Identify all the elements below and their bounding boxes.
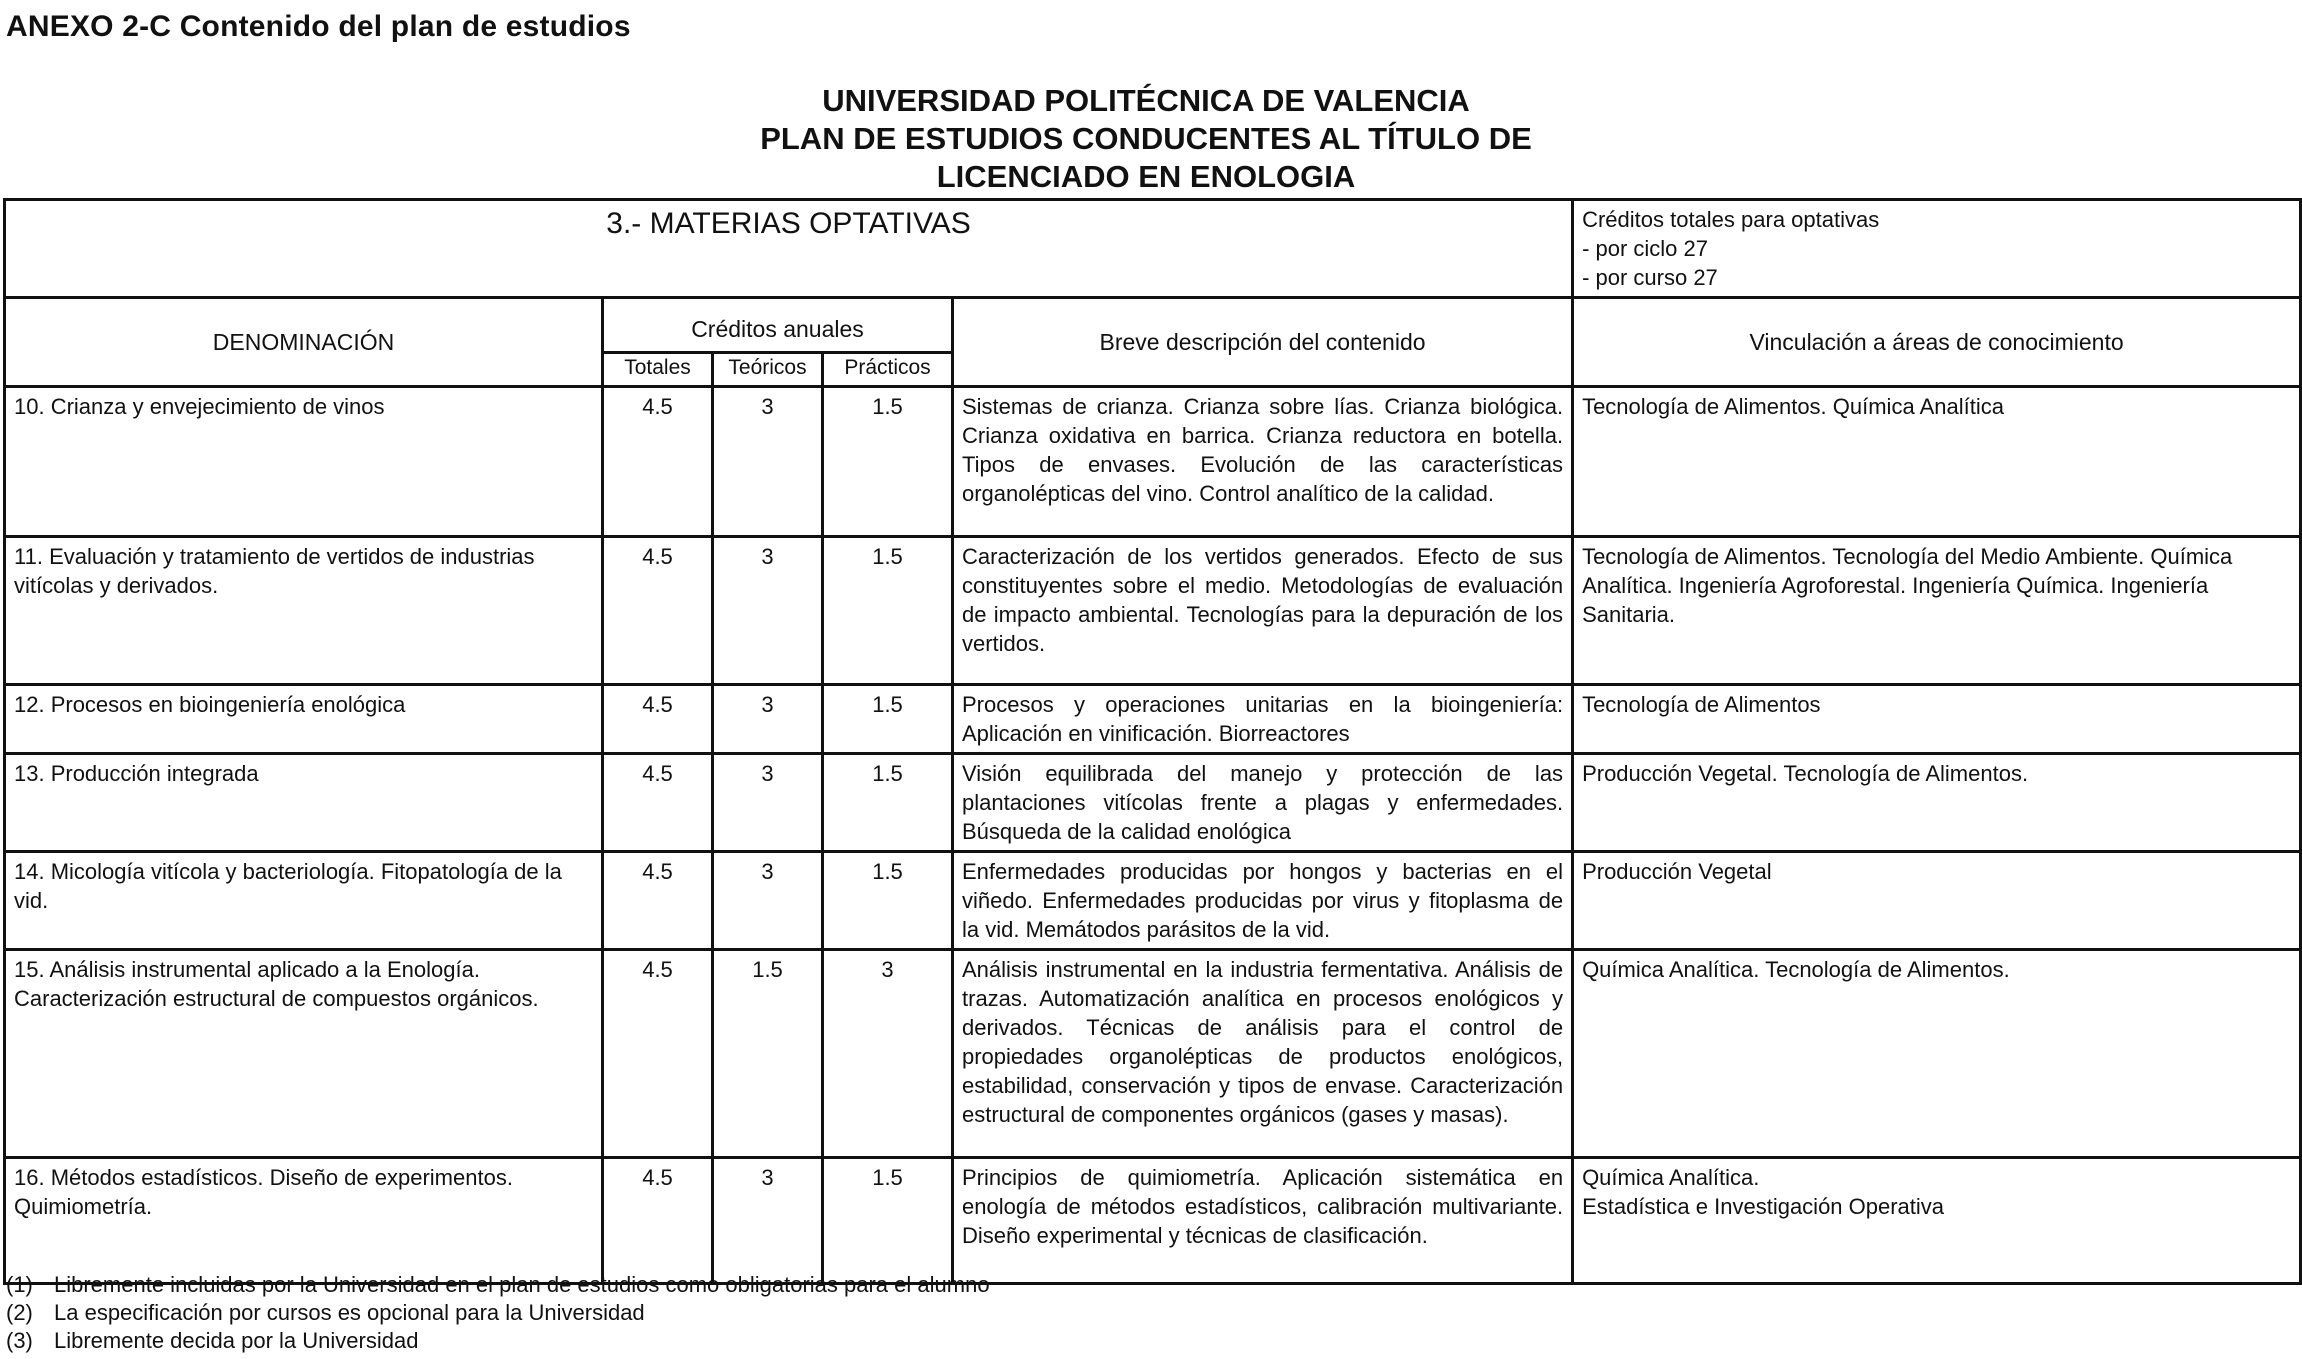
footnote-number: (1) bbox=[6, 1272, 33, 1297]
subject-name: 12. Procesos en bioingeniería enológica bbox=[5, 685, 603, 754]
section-header-row bbox=[5, 200, 2301, 298]
footnote-text: Libremente decida por la Universidad bbox=[54, 1328, 419, 1353]
degree-title: LICENCIADO EN ENOLOGIA bbox=[936, 159, 1356, 194]
credits-theory: 1.5 bbox=[713, 950, 823, 1158]
credits-total: 4.5 bbox=[603, 950, 713, 1158]
table-row bbox=[5, 685, 2301, 754]
column-header-row bbox=[5, 298, 2301, 353]
plan-title: PLAN DE ESTUDIOS CONDUCENTES AL TÍTULO DE bbox=[760, 121, 1532, 156]
footnote bbox=[6, 1271, 990, 1299]
footnote-number: (3) bbox=[6, 1328, 33, 1353]
knowledge-areas: Tecnología de Alimentos bbox=[1573, 685, 2301, 754]
credits-practice: 1.5 bbox=[823, 852, 953, 950]
credits-practice: 1.5 bbox=[823, 387, 953, 537]
table-row bbox=[5, 387, 2301, 537]
credits-practice: 1.5 bbox=[823, 685, 953, 754]
credits-theory: 3 bbox=[713, 1158, 823, 1284]
credits-total: 4.5 bbox=[603, 852, 713, 950]
credits-theory: 3 bbox=[713, 685, 823, 754]
footnote-text: Libremente incluidas por la Universidad en el plan de estudios como obligatorias para el alumno bbox=[54, 1272, 990, 1297]
knowledge-areas: Producción Vegetal. Tecnología de Alimentos. bbox=[1573, 754, 2301, 852]
credits-total: 4.5 bbox=[603, 685, 713, 754]
credits-theory: 3 bbox=[713, 387, 823, 537]
footnote-text: La especificación por cursos es opcional para la Universidad bbox=[54, 1300, 645, 1325]
subject-name: 10. Crianza y envejecimiento de vinos bbox=[5, 387, 603, 537]
credits-per-course: - por curso 27 bbox=[1582, 265, 1718, 290]
credits-total: 4.5 bbox=[603, 537, 713, 685]
col-annual-credits: Créditos anuales bbox=[603, 298, 953, 353]
table-row bbox=[5, 1158, 2301, 1284]
credits-summary bbox=[1573, 200, 2301, 298]
credits-total: 4.5 bbox=[603, 1158, 713, 1284]
subject-name: 15. Análisis instrumental aplicado a la Enología. Caracterización estructural de compuestos orgánicos. bbox=[5, 950, 603, 1158]
credits-practice: 1.5 bbox=[823, 537, 953, 685]
col-practice: Prácticos bbox=[823, 352, 953, 386]
subject-description: Enfermedades producidas por hongos y bacterias en el viñedo. Enfermedades producidas por virus y fitoplasma de la vid. Memátodos parásitos de la vid. bbox=[953, 852, 1573, 950]
knowledge-areas: Química Analítica. Tecnología de Alimentos. bbox=[1573, 950, 2301, 1158]
footnote bbox=[6, 1327, 990, 1355]
document-header bbox=[0, 82, 2302, 196]
credits-total: 4.5 bbox=[603, 387, 713, 537]
credits-practice: 3 bbox=[823, 950, 953, 1158]
table-row bbox=[5, 950, 2301, 1158]
subject-name: 13. Producción integrada bbox=[5, 754, 603, 852]
col-description: Breve descripción del contenido bbox=[953, 298, 1573, 387]
subject-description: Visión equilibrada del manejo y protección de las plantaciones vitícolas frente a plagas y enfermedades. Búsqueda de la calidad enológica bbox=[953, 754, 1573, 852]
table-row bbox=[5, 754, 2301, 852]
credits-practice: 1.5 bbox=[823, 1158, 953, 1284]
col-total: Totales bbox=[603, 352, 713, 386]
credits-theory: 3 bbox=[713, 852, 823, 950]
credits-summary-title: Créditos totales para optativas bbox=[1582, 207, 1880, 232]
subject-description: Caracterización de los vertidos generados. Efecto de sus constituyentes sobre el medio. Metodologías de evaluación de impacto ambiental. Tecnologías para la depuración de los vertidos. bbox=[953, 537, 1573, 685]
annex-title: ANEXO 2-C Contenido del plan de estudios bbox=[6, 10, 631, 43]
footnotes bbox=[6, 1271, 990, 1355]
subject-description: Procesos y operaciones unitarias en la bioingeniería: Aplicación en vinificación. Biorreactores bbox=[953, 685, 1573, 754]
table-row bbox=[5, 852, 2301, 950]
table-row bbox=[5, 537, 2301, 685]
col-denomination: DENOMINACIÓN bbox=[5, 298, 603, 387]
knowledge-areas: Producción Vegetal bbox=[1573, 852, 2301, 950]
col-theory: Teóricos bbox=[713, 352, 823, 386]
col-areas: Vinculación a áreas de conocimiento bbox=[1573, 298, 2301, 387]
credits-theory: 3 bbox=[713, 754, 823, 852]
section-title: 3.- MATERIAS OPTATIVAS bbox=[5, 200, 1573, 298]
subject-description: Sistemas de crianza. Crianza sobre lías. Crianza biológica. Crianza oxidativa en barrica. Crianza reductora en botella. Tipos de envases. Evolución de las características organolépticas del vino. Control analítico de la calidad. bbox=[953, 387, 1573, 537]
subject-description: Principios de quimiometría. Aplicación sistemática en enología de métodos estadísticos, calibración multivariante. Diseño experimental y técnicas de clasificación. bbox=[953, 1158, 1573, 1284]
knowledge-areas: Química Analítica. Estadística e Investigación Operativa bbox=[1573, 1158, 2301, 1284]
credits-theory: 3 bbox=[713, 537, 823, 685]
subject-name: 14. Micología vitícola y bacteriología. Fitopatología de la vid. bbox=[5, 852, 603, 950]
footnote-number: (2) bbox=[6, 1300, 33, 1325]
credits-practice: 1.5 bbox=[823, 754, 953, 852]
subject-description: Análisis instrumental en la industria fermentativa. Análisis de trazas. Automatización analítica en procesos enológicos y derivados. Técnicas de análisis para el control de propiedades organolépticas de productos enológicos, estabilidad, conservación y tipos de envase. Caracterización estructural de componentes orgánicos (gases y masas). bbox=[953, 950, 1573, 1158]
knowledge-areas: Tecnología de Alimentos. Química Analítica bbox=[1573, 387, 2301, 537]
footnote bbox=[6, 1299, 990, 1327]
credits-per-cycle: - por ciclo 27 bbox=[1582, 236, 1709, 261]
subject-name: 16. Métodos estadísticos. Diseño de experimentos. Quimiometría. bbox=[5, 1158, 603, 1284]
knowledge-areas: Tecnología de Alimentos. Tecnología del Medio Ambiente. Química Analítica. Ingeniería Agroforestal. Ingeniería Química. Ingeniería Sanitaria. bbox=[1573, 537, 2301, 685]
subject-name: 11. Evaluación y tratamiento de vertidos de industrias vitícolas y derivados. bbox=[5, 537, 603, 685]
university-name: UNIVERSIDAD POLITÉCNICA DE VALENCIA bbox=[822, 83, 1470, 118]
optional-subjects-table bbox=[3, 198, 2302, 1285]
credits-total: 4.5 bbox=[603, 754, 713, 852]
